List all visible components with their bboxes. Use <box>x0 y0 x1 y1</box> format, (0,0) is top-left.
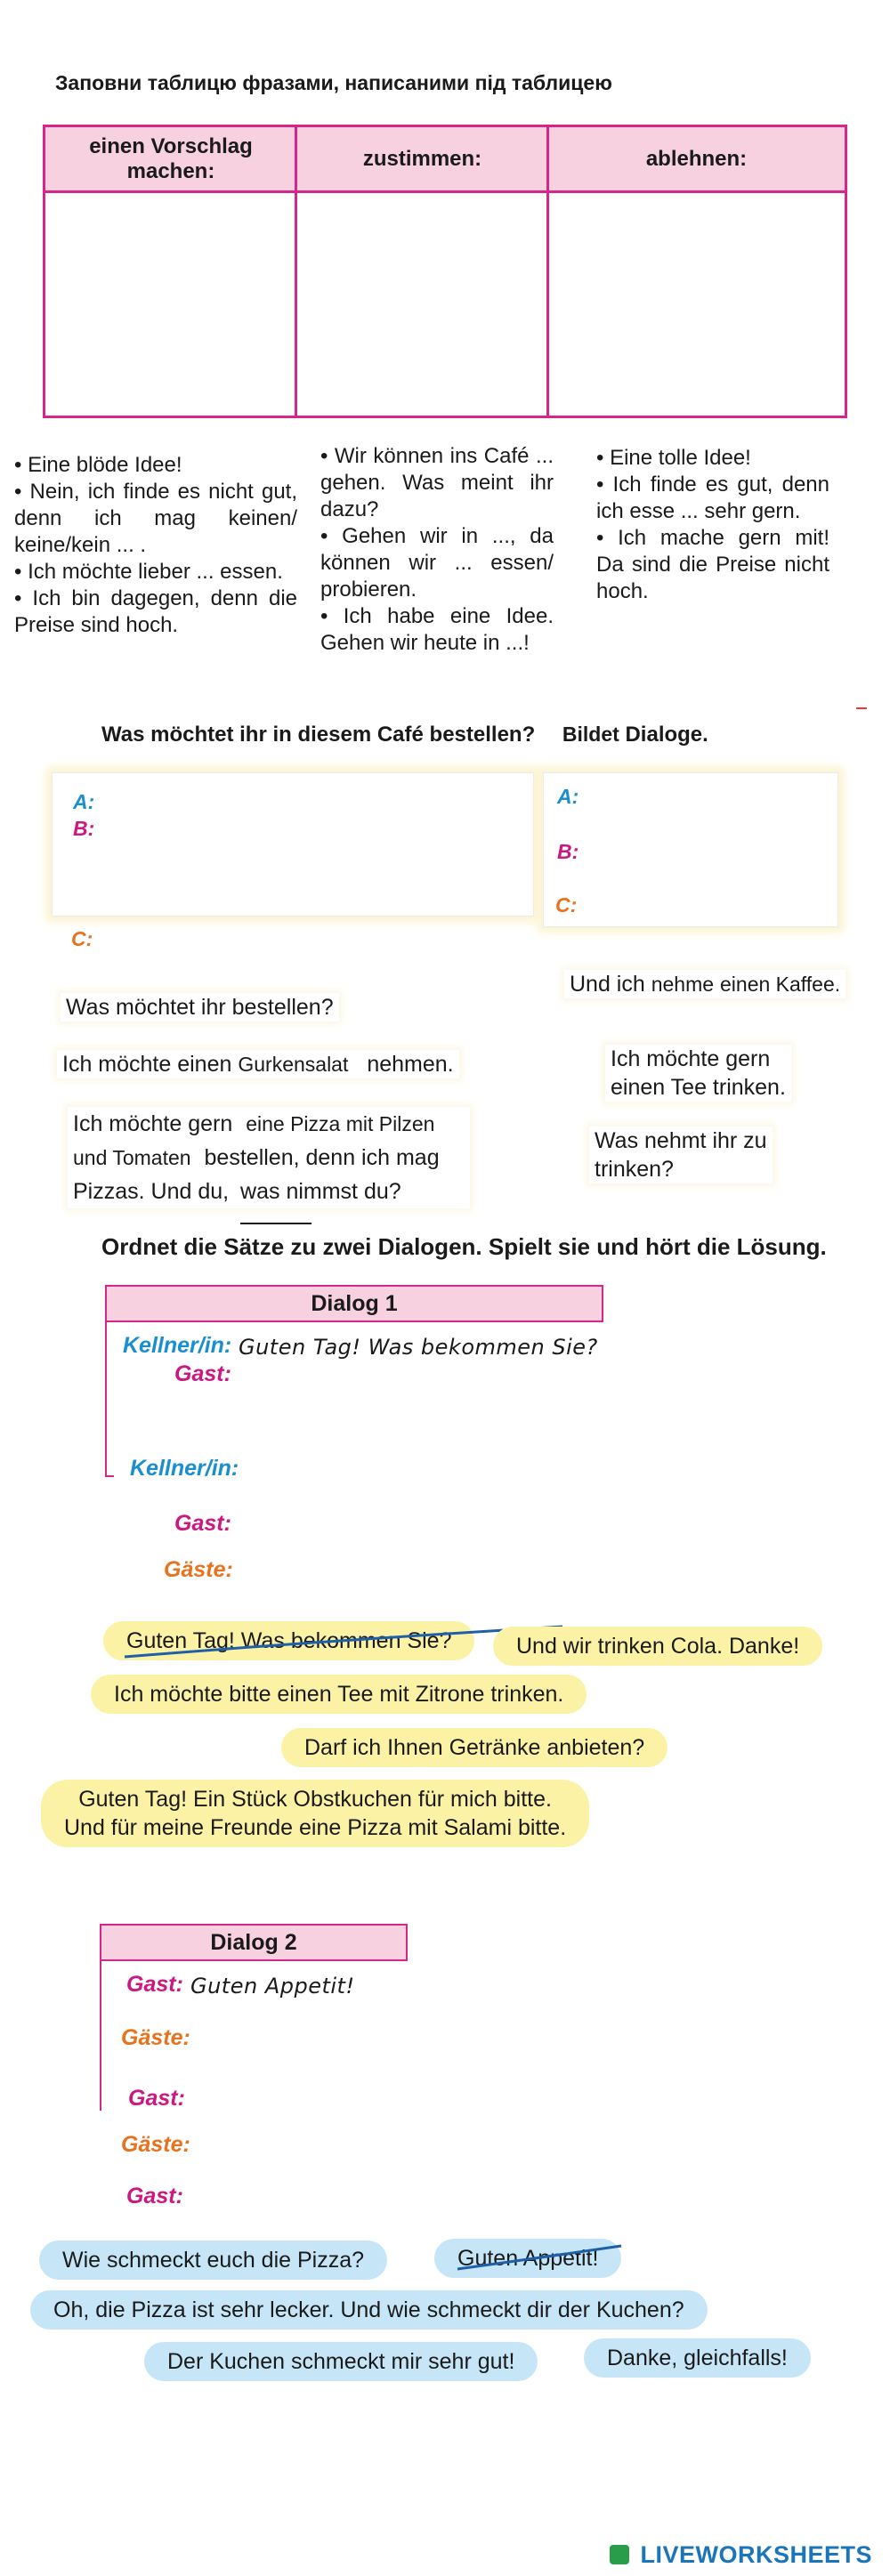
dialog1-border <box>105 1322 107 1477</box>
dialog2-title: Dialog 2 <box>100 1924 408 1961</box>
draggable-phrase[interactable]: • Wir können ins Café ... gehen. Was meint ihr dazu? <box>320 444 554 521</box>
column-header-label: zustimmen: <box>362 146 482 171</box>
label-c: C: <box>555 893 578 917</box>
dialogue-phrase[interactable] <box>589 1126 773 1183</box>
phrase-text: Und ich <box>570 972 645 997</box>
dialog2-border <box>100 1924 101 2111</box>
speaker-gast: Gast: <box>128 2086 185 2111</box>
speaker-gast: Gast: <box>126 2184 183 2209</box>
phrase-text: und Tomaten <box>73 1146 191 1169</box>
phrase-text: einen Kaffee. <box>720 973 841 996</box>
dialog1-option-crossed[interactable] <box>103 1621 474 1660</box>
draggable-phrase[interactable]: • Eine blöde Idee! <box>14 453 182 477</box>
instruction-part: Dialoge. <box>625 723 708 747</box>
phrase-text: Was nehmt ihr zu <box>595 1128 767 1153</box>
liveworksheets-logo <box>610 2541 872 2569</box>
label-a: A: <box>73 790 95 813</box>
drop-zone-decline[interactable] <box>549 193 845 416</box>
option-text: Guten Tag! Ein Stück Obstkuchen für mich bitte. <box>78 1787 552 1812</box>
dialog2-option[interactable]: Der Kuchen schmeckt mir sehr gut! <box>144 2342 538 2381</box>
column-header-decline <box>548 127 845 193</box>
phrase-text: bestellen, denn ich mag <box>204 1145 440 1170</box>
phrase-text: was nimmst du? <box>240 1179 401 1204</box>
phrase-text: Ich möchte gern <box>73 1111 233 1136</box>
dialog1-option[interactable]: Darf ich Ihnen Getränke anbieten? <box>281 1728 668 1767</box>
phrase-group-3 <box>596 445 829 605</box>
dialogue-drop-zone-2[interactable] <box>587 781 828 915</box>
draggable-phrase[interactable]: • Ich möchte lieber ... essen. <box>14 560 283 584</box>
speaker-gast: Gast: <box>174 1511 231 1536</box>
dialog1-option[interactable]: Und wir trinken Cola. Danke! <box>493 1627 822 1666</box>
phrase-text: einen Tee trinken. <box>611 1075 786 1100</box>
draggable-phrase[interactable]: • Gehen wir in ..., da können wir ... essen/ probieren. <box>320 524 554 602</box>
draggable-phrase[interactable]: • Ich habe eine Idee. Gehen wir heute in ...! <box>320 604 554 655</box>
dialog2-option[interactable]: Oh, die Pizza ist sehr lecker. Und wie schmeckt dir der Kuchen? <box>30 2290 708 2330</box>
divider-line <box>240 1223 312 1224</box>
dialog2-answer-slot[interactable] <box>222 2020 596 2050</box>
label-b: B: <box>73 817 95 840</box>
draggable-phrase[interactable]: • Nein, ich finde es nicht gut, denn ich mag keinen/ keine/kein ... . <box>14 480 297 557</box>
dialogue-drop-zone-1[interactable] <box>116 787 507 902</box>
option-text: Und für meine Freunde eine Pizza mit Salami bitte. <box>64 1815 567 1840</box>
dialog1-first-line: Guten Tag! Was bekommen Sie? <box>239 1335 598 1360</box>
phrase-text: nehmen. <box>367 1052 454 1077</box>
phrase-text: eine Pizza mit Pilzen <box>246 1112 435 1135</box>
task1-instruction: Заповни таблицю фразами, написаними під таблицею <box>55 71 612 94</box>
speaker-kellner: Kellner/in: <box>123 1333 232 1358</box>
instruction-part: Bildet <box>562 723 619 746</box>
drop-zone-suggestion[interactable] <box>45 193 295 416</box>
dialog2-answer-slot[interactable] <box>222 2127 596 2157</box>
speaker-gast: Gast: <box>126 1972 183 1997</box>
phrase-text: trinken? <box>595 1157 674 1182</box>
dialog1-answer-slot[interactable] <box>267 1450 605 1481</box>
dialog1-option[interactable] <box>41 1780 589 1847</box>
dialog2-answer-slot[interactable] <box>222 2178 596 2209</box>
option-text: Guten Appetit! <box>457 2246 599 2271</box>
logo-text: LIVEWORKSHEETS <box>640 2541 872 2568</box>
dialog2-first-line: Guten Appetit! <box>190 1974 355 1999</box>
option-text: Guten Tag! Was bekommen Sie? <box>126 1628 452 1653</box>
drop-zone-agree[interactable] <box>297 193 546 416</box>
dialog1-option[interactable]: Ich möchte bitte einen Tee mit Zitrone trinken. <box>91 1675 587 1714</box>
dialogue-phrase[interactable] <box>605 1045 791 1102</box>
phrase-text: nehme <box>651 973 715 996</box>
task3-instruction: Ordnet die Sätze zu zwei Dialogen. Spielt sie und hört die Lösung. <box>101 1233 827 1260</box>
logo-icon <box>610 2545 629 2564</box>
dialogue-phrase[interactable] <box>57 1050 459 1078</box>
column-header-label: ablehnen: <box>645 146 748 171</box>
label-a: A: <box>557 785 579 808</box>
column-header-label: einen Vorschlag machen: <box>89 133 253 183</box>
decorative-mark <box>856 707 867 709</box>
task2-instruction <box>101 723 708 747</box>
column-header-agree <box>296 127 548 193</box>
dialogue-phrase[interactable] <box>564 970 846 998</box>
speaker-gaeste: Gäste: <box>121 2132 190 2157</box>
column-header-suggestion <box>45 127 296 193</box>
draggable-phrase[interactable]: • Ich mache gern mit! Da sind die Preise nicht hoch. <box>596 526 829 603</box>
dialog2-answer-slot[interactable] <box>222 2080 596 2111</box>
draggable-phrase[interactable]: • Ich finde es gut, denn ich esse ... sehr gern. <box>596 472 829 523</box>
sort-table <box>43 125 847 418</box>
speaker-gaeste: Gäste: <box>121 2025 190 2050</box>
speaker-gaeste: Gäste: <box>164 1557 233 1582</box>
dialog1-answer-slot[interactable] <box>267 1552 605 1582</box>
dialog2-option[interactable]: Wie schmeckt euch die Pizza? <box>39 2241 387 2280</box>
phrase-group-2 <box>320 443 554 657</box>
draggable-phrase[interactable]: • Eine tolle Idee! <box>596 446 751 470</box>
dialog1-title: Dialog 1 <box>105 1285 603 1322</box>
dialogue-phrase[interactable]: Was möchtet ihr bestellen? <box>61 993 339 1022</box>
dialogue-phrase[interactable] <box>68 1107 470 1208</box>
label-b: B: <box>557 840 579 863</box>
instruction-part: Was möchtet ihr in diesem Café bestellen? <box>101 723 536 747</box>
phrase-text: Ich möchte einen <box>62 1052 232 1077</box>
speaker-kellner: Kellner/in: <box>130 1456 239 1481</box>
phrase-text: Pizzas. Und du, <box>73 1179 230 1204</box>
dialog1-answer-slot[interactable] <box>267 1358 605 1388</box>
speaker-gast: Gast: <box>174 1361 231 1386</box>
dialog2-option-crossed[interactable] <box>434 2239 621 2278</box>
dialog1-answer-slot[interactable] <box>267 1506 605 1536</box>
draggable-phrase[interactable]: • Ich bin dagegen, denn die Preise sind hoch. <box>14 586 297 637</box>
phrase-text: Gurkensalat <box>238 1053 349 1076</box>
phrase-group-1 <box>14 452 297 639</box>
phrase-text: Ich möchte gern <box>611 1046 771 1071</box>
strike-line <box>456 2242 625 2274</box>
dialog1-border <box>105 1475 114 1477</box>
dialog2-option[interactable]: Danke, gleichfalls! <box>584 2338 811 2378</box>
label-c: C: <box>71 927 93 950</box>
